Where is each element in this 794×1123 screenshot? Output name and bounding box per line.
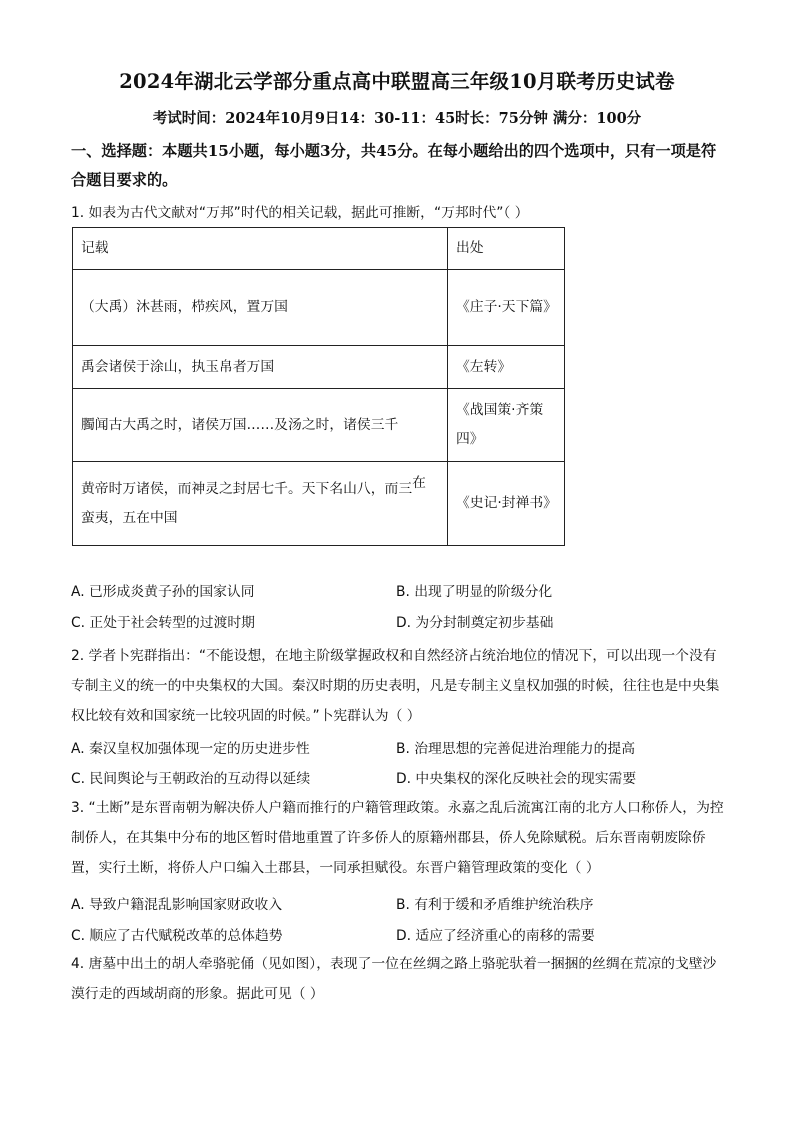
exam-title: 2024年湖北云学部分重点高中联盟高三年级10月联考历史试卷 [119,70,675,93]
question-3-option-b[interactable]: B. 有利于缓和矛盾维护统治秩序 [396,897,594,913]
question-1-option-d[interactable]: D. 为分封制奠定初步基础 [396,615,554,631]
question-2-stem: 2. 学者卜宪群指出：“不能设想，在地主阶级掌握政权和自然经济占统治地位的情况下，可以出现一个没有专制主义的统一的中央集权的大国。秦汉时期的历史表明，凡是专制主义皇权加强的时候，往往也是中央集权比较有效和国家统一比较巩固的时候。”卜宪群认为（ ） [71,648,720,724]
table-cell-record: 臅闻古大禹之时，诸侯万国……及汤之时，诸侯三千 [73,389,448,462]
section-heading: 一、选择题：本题共15小题，每小题3分，共45分。在每小题给出的四个选项中，只有一项是符合题目要求的。 [71,142,717,189]
table-cell-source: 《战国策·齐策四》 [448,389,565,462]
table-row [73,389,565,462]
question-3-option-d[interactable]: D. 适应了经济重心的南移的需要 [396,928,595,944]
record-text-raised: 在 [412,474,426,491]
table-row [73,462,565,546]
question-3-option-c[interactable]: C. 顺应了古代赋税改革的总体趋势 [71,928,283,944]
record-text-part-1: 黄帝时万诸侯，而神灵之封居七千。天下名山八，而三 [81,480,413,497]
table-cell-record: 禹会诸侯于涂山，执玉帛者万国 [73,346,448,389]
table-cell-record: （大禹）沐甚雨，栉疾风，置万国 [73,270,448,346]
question-1-option-c[interactable]: C. 正处于社会转型的过渡时期 [71,615,255,631]
table-header-source: 出处 [448,228,565,270]
question-2-option-a[interactable]: A. 秦汉皇权加强体现一定的历史进步性 [71,741,310,757]
table-row [73,270,565,346]
record-text-part-2: 蛮夷，五在中国 [81,509,178,526]
question-4-stem: 4. 唐墓中出土的胡人牵骆驼俑（见如图），表现了一位在丝绸之路上骆驼驮着一捆捆的丝绸在荒凉的戈壁沙漠行走的西域胡商的形象。据此可见（ ） [71,956,717,1002]
table-cell-source: 《左转》 [448,346,565,389]
question-1-option-b[interactable]: B. 出现了明显的阶级分化 [396,584,553,600]
table-cell-source: 《庄子·天下篇》 [448,270,565,346]
question-3-option-a[interactable]: A. 导致户籍混乱影响国家财政收入 [71,897,283,913]
question-1-table [72,227,565,546]
question-1-option-a[interactable]: A. 已形成炎黄子孙的国家认同 [71,584,255,600]
question-2-option-c[interactable]: C. 民间舆论与王朝政治的互动得以延续 [71,771,311,787]
question-2-option-b[interactable]: B. 治理思想的完善促进治理能力的提高 [396,741,635,757]
table-cell-source: 《史记·封禅书》 [448,462,565,546]
table-header-row [73,228,565,270]
table-row [73,346,565,389]
question-3-stem: 3. “土断”是东晋南朝为解决侨人户籍而推行的户籍管理政策。永嘉之乱后流寓江南的北方人口称侨人，为控制侨人，在其集中分布的地区暂时借地重置了许多侨人的原籍州郡县，侨人免除赋税。后东晋南朝废除侨置，实行土断，将侨人户口编入土郡县，一同承担赋役。东晋户籍管理政策的变化（ ） [71,800,724,876]
question-1-stem: 1. 如表为古代文献对“万邦”时代的相关记载，据此可推断，“万邦时代”（ ） [71,205,529,221]
exam-subtitle: 考试时间：2024年10月9日14：30-11：45时长：75分钟 满分：100分 [152,110,642,127]
question-2-option-d[interactable]: D. 中央集权的深化反映社会的现实需要 [396,771,637,787]
table-cell-record [73,462,448,546]
table-header-record: 记载 [73,228,448,270]
